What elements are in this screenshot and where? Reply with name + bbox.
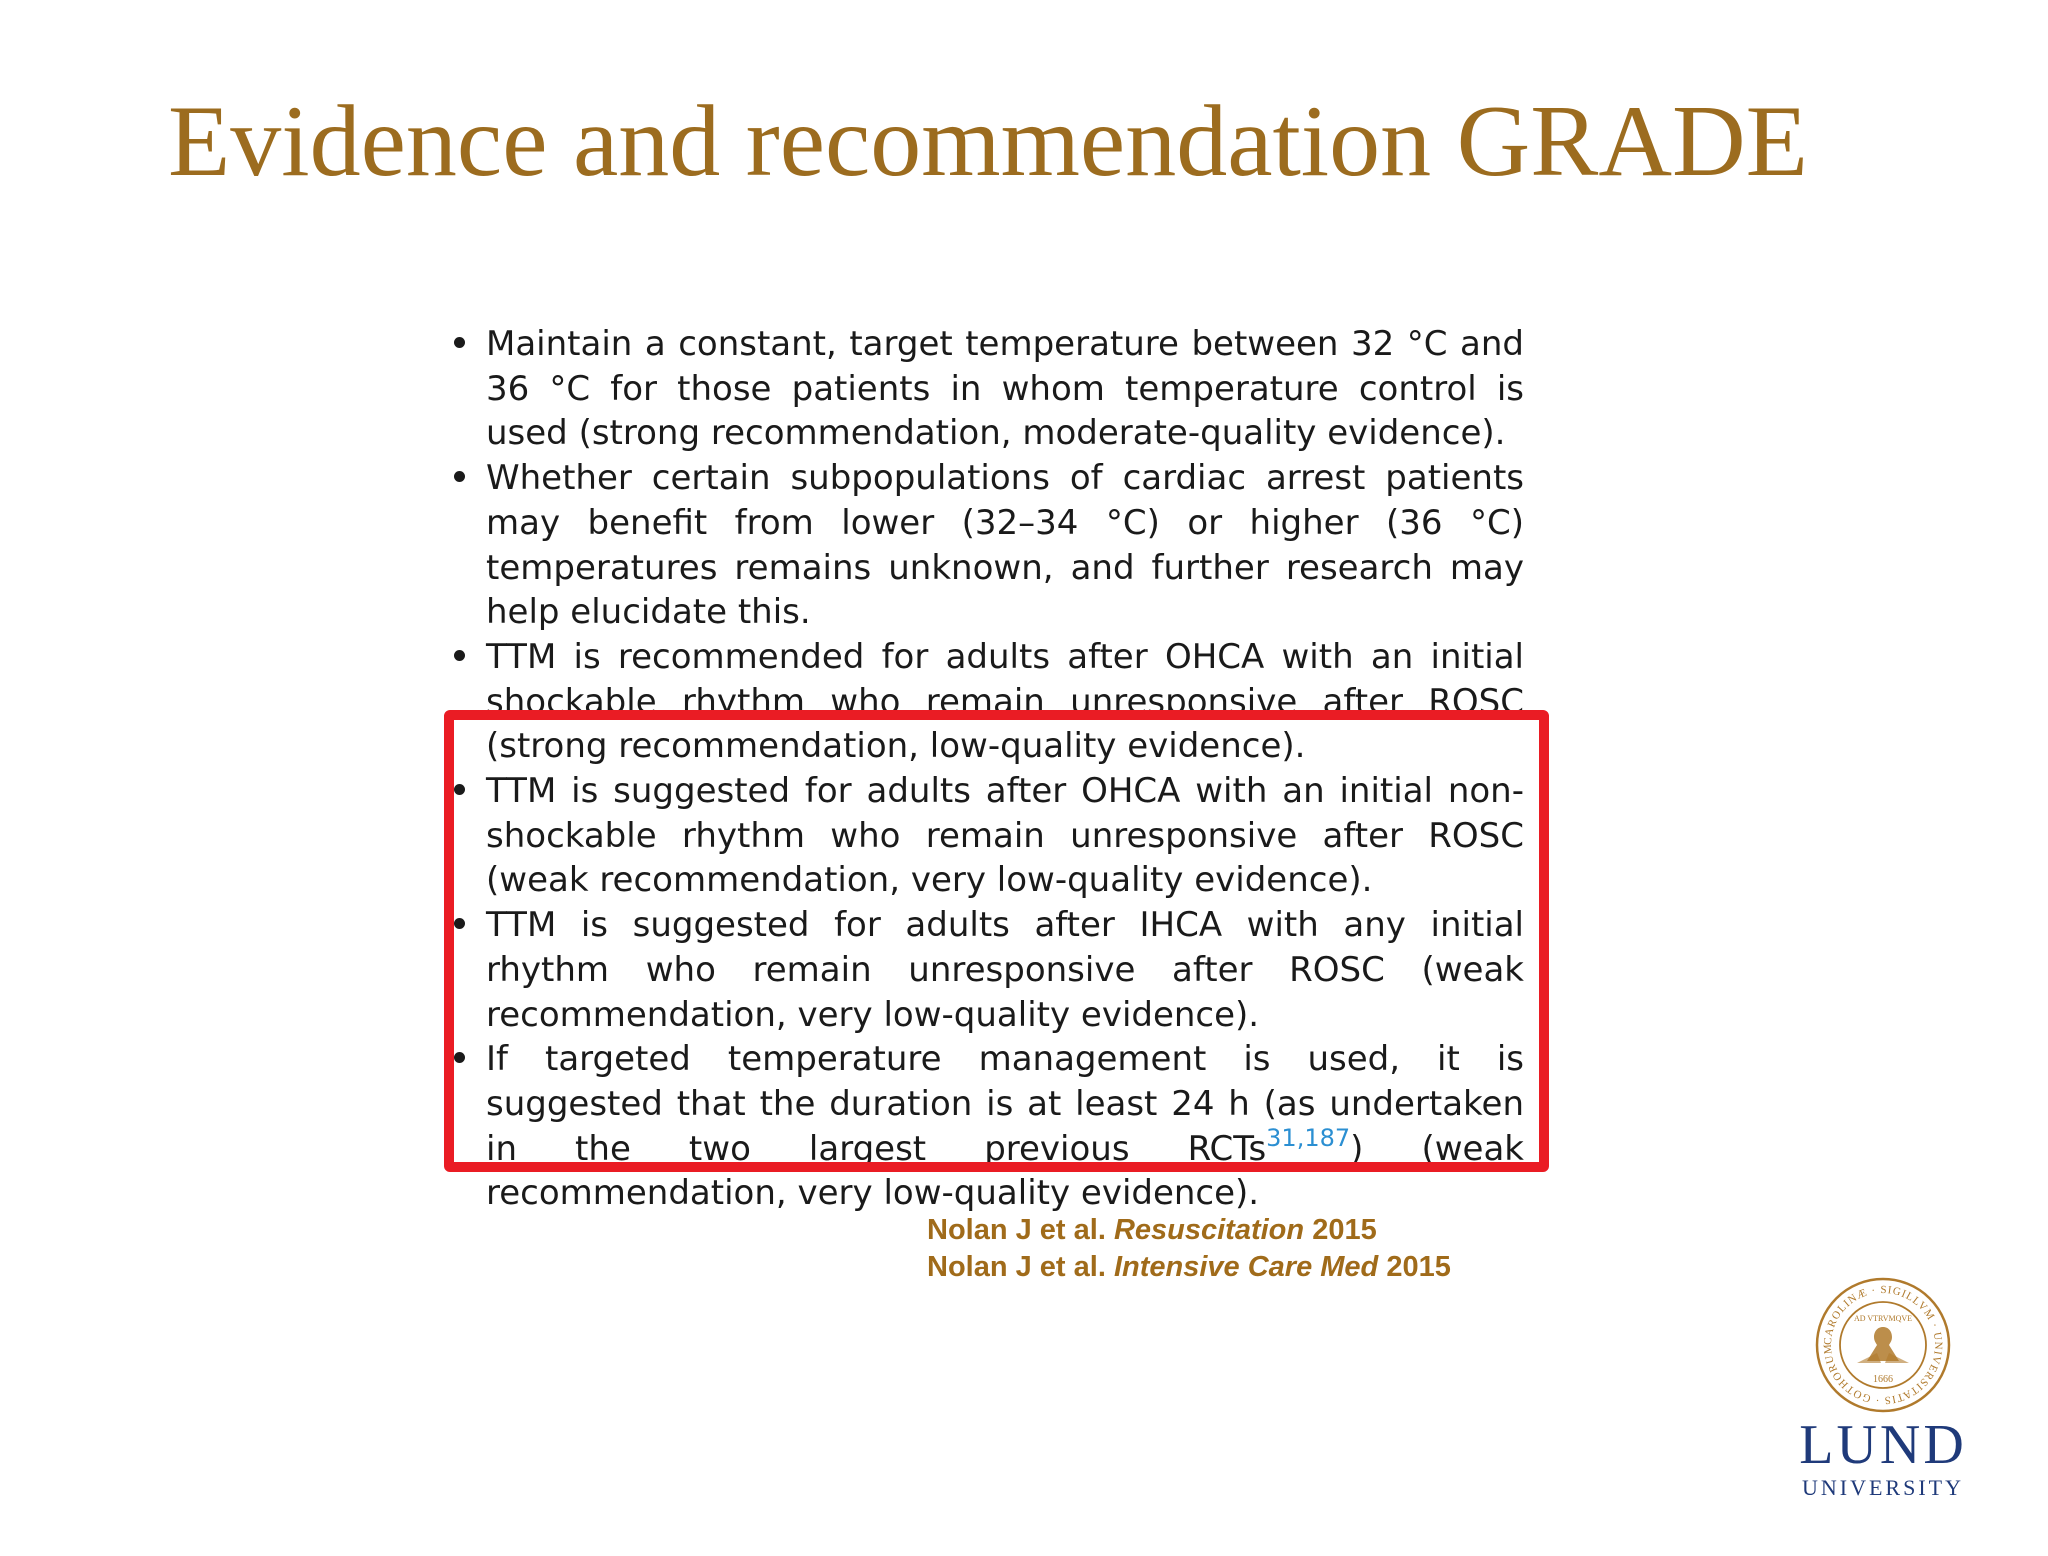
bullet-text: TTM is suggested for adults after OHCA with an initial non-shockable rhythm who remain unresponsive after ROSC (weak recommendation, very low-quality evidence).	[486, 771, 1524, 901]
reference-line	[927, 1249, 1451, 1286]
reference-authors: Nolan J et al.	[927, 1214, 1106, 1246]
reference-journal: Intensive Care Med	[1113, 1251, 1379, 1283]
university-seal-icon	[1813, 1275, 1953, 1415]
lund-university-logo	[1793, 1275, 1973, 1505]
citation-link[interactable]: 31,187	[1266, 1123, 1351, 1152]
bullet-dot	[454, 1052, 465, 1063]
bullet-dot	[454, 650, 465, 661]
bullet-text: TTM is recommended for adults after OHCA with an initial shockable rhythm who remain unresponsive after ROSC (strong recommendation, low-quality evidence).	[486, 636, 1524, 767]
reference-year: 2015	[1312, 1214, 1377, 1246]
logo-subtitle: UNIVERSITY	[1802, 1475, 1964, 1500]
list-item	[452, 903, 1524, 1037]
list-item	[452, 456, 1524, 635]
list-item	[452, 322, 1524, 456]
bullet-dot	[454, 784, 465, 795]
references	[927, 1212, 1451, 1286]
recommendation-list	[452, 322, 1524, 1216]
slide-title: Evidence and recommendation GRADE	[168, 85, 1808, 198]
bullet-dot	[454, 337, 465, 348]
reference-year: 2015	[1386, 1251, 1451, 1283]
reference-authors: Nolan J et al.	[927, 1251, 1106, 1283]
list-item	[452, 769, 1524, 903]
seal-year: 1666	[1873, 1374, 1893, 1385]
bullet-text: Maintain a constant, target temperature between 32 °C and 36 °C for those patients in whom temperature control is used (strong recommendation, moderate-quality evidence).	[486, 324, 1524, 454]
bullet-text: If targeted temperature management is used, it is suggested that the duration is at least 24 h (as undertaken in the two largest previous RCTs	[486, 1039, 1524, 1169]
seal-inner-text: AD VTRVMQVE	[1853, 1314, 1913, 1323]
list-item	[452, 1037, 1524, 1216]
reference-journal: Resuscitation	[1113, 1214, 1305, 1246]
list-item	[452, 635, 1524, 769]
bullet-text-end: ) (weak recommendation, very low-quality evidence).	[486, 1128, 1524, 1214]
seal-ring-text: CAROLINÆ · SIGILLVM · UNIVERSITATIS · GOTHORUM	[1821, 1283, 1945, 1407]
bullet-dot	[454, 471, 465, 482]
bullet-text: TTM is suggested for adults after IHCA with any initial rhythm who remain unresponsive after ROSC (weak recommendation, very low-quality evidence).	[486, 905, 1524, 1035]
reference-line	[927, 1212, 1451, 1249]
logo-wordmark: LUND	[1799, 1414, 1967, 1476]
bullet-dot	[454, 918, 465, 929]
bullet-text: Whether certain subpopulations of cardiac arrest patients may benefit from lower (32–34 °C) or higher (36 °C) temperatures remains unknown, and further research may help elucidate this.	[486, 458, 1524, 633]
